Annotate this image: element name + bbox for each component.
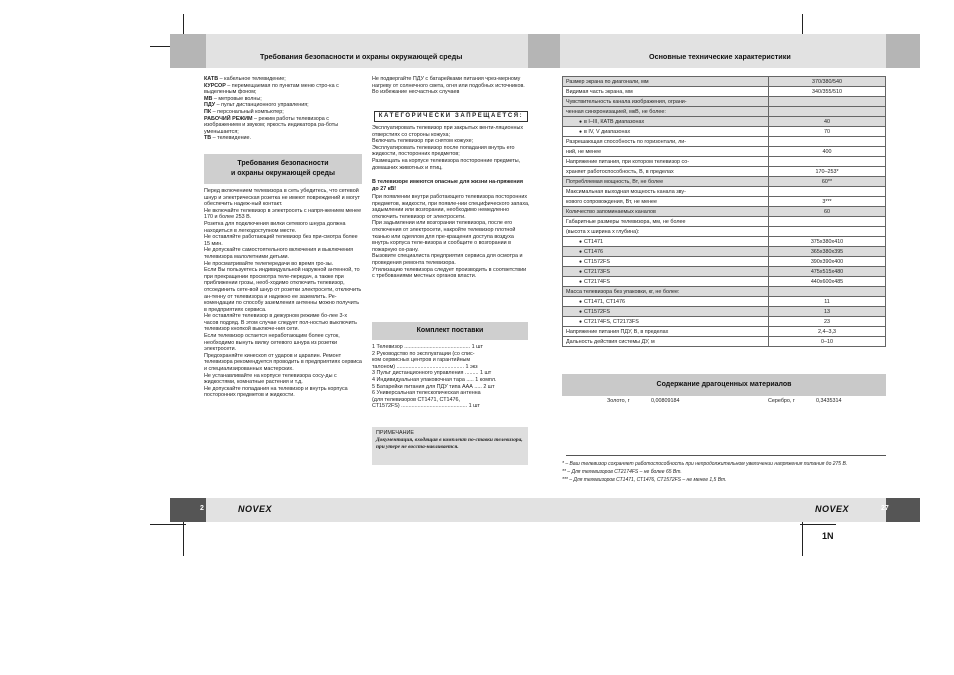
footnotes — [562, 460, 892, 484]
glossary-item — [204, 102, 362, 109]
paragraph: Эксплуатировать телевизор при закрытых венти-ляционных отверстиях со стороны кожуха; — [372, 125, 524, 138]
page-stamp: 1N — [822, 531, 834, 541]
note-title: ПРИМЕЧАНИЕ — [376, 430, 414, 436]
footer-bar — [206, 498, 886, 522]
spec-row — [563, 257, 886, 267]
spec-label-text: храняет работоспособность, В, в пределах — [566, 168, 674, 175]
spec-value: 475x515x480 — [769, 267, 886, 277]
page-number-left: 2 — [200, 505, 204, 512]
spec-label-text: Масса телевизора без упаковки, кг, не более: — [566, 288, 680, 295]
spec-label — [563, 327, 769, 337]
paragraph: При появлении внутри работающего телевизора посторонних предметов, жидкости, при появле-нии специфического запаха, задымлении или возгорании, необходимо немедленно отключить телевизор от электросети. — [372, 194, 530, 220]
spec-label-text: Видимая часть экрана, мм — [566, 88, 633, 95]
paragraph: 1 Телевизор ............................................ 1 шт — [372, 344, 483, 350]
spec-value: 170–253* — [769, 167, 886, 177]
metals-header: Содержание драгоценных материалов — [562, 374, 886, 396]
paragraph: Если телевизор остается неработающим более суток, необходимо вынуть вилку сетевого шнура из розетки электросети. — [204, 333, 340, 353]
gold-value: 0,00809184 — [651, 398, 680, 404]
spec-label — [563, 237, 769, 247]
glossary-def: – пульт дистанционного управления; — [215, 102, 309, 109]
spec-row — [563, 327, 886, 337]
paragraph: Вызовите специалиста предприятия сервиса для осмотра и проведения ремонта телевизора. — [372, 253, 523, 266]
paragraph: Не просматривайте телепередачи во время гро-зы. — [204, 260, 334, 267]
glossary-item — [204, 135, 362, 142]
spec-row — [563, 307, 886, 317]
spec-label-text: Потребляемая мощность, Вт, не более — [566, 178, 664, 185]
spec-row — [563, 157, 886, 167]
paragraph: Не устанавливайте на корпусе телевизора сосу-ды с жидкостями, комнатные растения и т.д. — [204, 372, 337, 386]
spec-label — [563, 217, 769, 227]
spec-label-text: Напряжение питания, при котором телевизор со- — [566, 158, 690, 165]
paragraph: Размещать на корпусе телевизора посторонние предметы, домашних животных и птиц. — [372, 157, 521, 171]
spec-label-text: Количество запоминаемых каналов — [566, 208, 656, 215]
spec-value: 3*** — [769, 197, 886, 207]
spec-row — [563, 97, 886, 107]
spec-row — [563, 237, 886, 247]
spec-value — [769, 187, 886, 197]
paragraph: ** – Для телевизоров СТ2174FS – не более 65 Вт. — [562, 469, 682, 475]
spec-row — [563, 127, 886, 137]
spec-label-text: Габаритные размеры телевизора, мм, не более — [566, 218, 686, 225]
spec-label — [563, 297, 769, 307]
paragraph: При задымлении или возгорании телевизора, после его отключения от электросети, накройте телевизор плотной тканью или одеялом для пре-кращения доступа воздуха внутрь корпуса теле-визора и сообщите о возгорании в пожарную ох-рану. — [372, 220, 516, 253]
paragraph: Не оставляйте телевизор в дежурном режиме бо-лее 3-х часов подряд. В этом случае следует пол-ностью выключить телевизор кнопкой выключе-ния сети. — [204, 313, 357, 333]
spec-label-text: ● СТ1471 — [579, 239, 603, 245]
spec-row — [563, 287, 886, 297]
spec-label-text: ● СТ1476 — [579, 249, 603, 255]
spec-label — [563, 317, 769, 327]
spec-value: 365x380x395 — [769, 247, 886, 257]
safety-box-line1: Требования безопасности — [237, 160, 329, 167]
spec-label — [563, 157, 769, 167]
crop-mark — [802, 520, 803, 556]
spec-label-text: ний, не менее — [566, 148, 602, 155]
spec-value: 0–10 — [769, 337, 886, 347]
spec-value: 60 — [769, 207, 886, 217]
spec-label — [563, 337, 769, 347]
paragraph: Розетка для подключения вилки сетевого шнура должна находиться в легкодоступном месте. — [204, 220, 346, 234]
spec-value: 2,4–3,3 — [769, 327, 886, 337]
paragraph: * – Ваш телевизор сохраняет работоспособность при непродолжительном увеличении напряжения питания до 275 В. — [562, 461, 848, 467]
spec-value: 440x600x485 — [769, 277, 886, 287]
spec-label — [563, 127, 769, 137]
page-title-right: Основные технические характеристики — [649, 52, 791, 61]
glossary-term: ТВ — [204, 135, 212, 142]
spec-label — [563, 97, 769, 107]
footer-tab-right — [886, 498, 920, 522]
spec-value — [769, 227, 886, 237]
spec-label-text: Максимальная выходная мощность канала зву- — [566, 188, 686, 195]
glossary-item — [204, 109, 362, 116]
spec-label-text: Размер экрана по диагонали, мм — [566, 78, 649, 85]
spec-row — [563, 177, 886, 187]
crop-mark — [800, 524, 836, 525]
spec-value — [769, 107, 886, 117]
header-tab-left — [170, 34, 206, 68]
spec-label-text: ● СТ2173FS — [579, 269, 610, 275]
glossary — [204, 76, 362, 142]
glossary-def: – режим работы телевизора с изображением и звуком; яркость индикатора ра-боты уменьшается; — [204, 115, 339, 135]
spec-label — [563, 257, 769, 267]
glossary-term: КАТВ — [204, 76, 219, 82]
glossary-item — [204, 96, 362, 103]
glossary-def: – телевидение. — [211, 135, 252, 142]
spec-label — [563, 87, 769, 97]
paragraph: Не подвергайте ПДУ с батарейками питания чрез-мерному нагреву от солнечного света, огня или подобных источников. — [372, 76, 525, 89]
note-text: Документация, входящая в комплект по-ставки телевизора, при утере не восста-навливается. — [376, 437, 523, 450]
header-tab-right — [886, 34, 920, 68]
col2-intro — [372, 76, 530, 96]
spec-row — [563, 207, 886, 217]
paragraph: *** – Для телевизоров СТ1471, СТ1476, СТ1572FS – не менее 1,5 Вт. — [562, 477, 727, 483]
spec-label-text: ● в I–III, КАТВ диапазонах — [579, 119, 644, 125]
spec-row — [563, 147, 886, 157]
spec-label — [563, 107, 769, 117]
spec-value: 390x390x400 — [769, 257, 886, 267]
spec-value: 400 — [769, 147, 886, 157]
paragraph: Не оставляйте работающий телевизор без при-смотра более 15 мин. — [204, 234, 358, 247]
paragraph: 2 Руководство по эксплуатации (со спис- — [372, 350, 475, 357]
paragraph: ком сервисных центров и гарантийным — [372, 357, 471, 364]
spec-row — [563, 117, 886, 127]
header-bar-right — [560, 34, 886, 68]
paragraph: Не допускайте попадания на телевизор и внутрь корпуса посторонних предметов и жидкости. — [204, 385, 348, 399]
spec-label — [563, 77, 769, 87]
spec-value: 340/355/510 — [769, 87, 886, 97]
spec-label-text: ченная синхронизацией, мкВ, не более: — [566, 108, 666, 115]
glossary-term: ПДУ — [204, 102, 216, 109]
silver-value: 0,3435314 — [816, 398, 842, 404]
header-tab-center — [528, 34, 560, 68]
paragraph: Перед включением телевизора в сеть убедитесь, что сетевой шнур и электрическая розетка не имеют повреждений и могут обеспечить надеж-ный контакт. — [204, 188, 360, 208]
spec-value — [769, 157, 886, 167]
crop-mark — [150, 524, 186, 525]
page-number-right: 27 — [881, 505, 889, 512]
spec-value: 370/380/540 — [769, 77, 886, 87]
paragraph: Эксплуатировать телевизор после попадания внутрь его жидкости, посторонних предметов; — [372, 144, 515, 158]
spec-label-text: ● СТ1471, СТ1476 — [579, 299, 625, 305]
spec-label — [563, 197, 769, 207]
spec-row — [563, 317, 886, 327]
spec-label — [563, 177, 769, 187]
spec-row — [563, 77, 886, 87]
spec-row — [563, 217, 886, 227]
novex-logo-left: NOVEX — [238, 504, 273, 514]
spec-label — [563, 187, 769, 197]
spec-label-text: кового сопровождения, Вт, не менее — [566, 198, 658, 205]
spec-value: 11 — [769, 297, 886, 307]
danger-text: В телевизоре имеются опасные для жизни на-пряжения до 27 кВ! — [372, 179, 524, 192]
glossary-term: МВ — [204, 95, 213, 102]
crop-mark — [183, 520, 184, 556]
paragraph: СТ1572FS) ............................................ 1 шт — [372, 403, 480, 410]
spec-table — [562, 76, 886, 347]
paragraph: 5 Батарейки питания для ПДУ типа ААА ..... 2 шт — [372, 383, 495, 390]
spec-row — [563, 267, 886, 277]
spec-value — [769, 137, 886, 147]
spec-row — [563, 137, 886, 147]
spec-value — [769, 217, 886, 227]
spec-row — [563, 167, 886, 177]
spec-label — [563, 147, 769, 157]
spec-label — [563, 247, 769, 257]
silver-label: Серебро, г — [768, 398, 795, 404]
spec-label-text: ● СТ1572FS — [579, 259, 610, 265]
paragraph: 4 Индивидуальная упаковочная тара ..... 1 компл. — [372, 376, 497, 383]
footnote-divider — [566, 455, 886, 456]
spec-value: 70 — [769, 127, 886, 137]
paragraph: Не включайте телевизор в электросеть с напря-жением менее 170 и более 253 В. — [204, 207, 362, 221]
page-title-left: Требования безопасности и охраны окружающей среды — [260, 52, 463, 61]
spec-label-text: Дальность действия системы ДУ, м — [566, 338, 655, 345]
spec-row — [563, 297, 886, 307]
paragraph: (для телевизоров СТ1471, СТ1476, — [372, 396, 461, 403]
glossary-term: РАБОЧИЙ РЕЖИМ — [204, 115, 253, 122]
spec-value: 60** — [769, 177, 886, 187]
spec-label — [563, 227, 769, 237]
spec-row — [563, 87, 886, 97]
glossary-def: – персональный компьютер; — [211, 108, 284, 115]
spec-row — [563, 187, 886, 197]
glossary-def: – перемещаемая по пунктам меню стро-ка с выделенным фоном; — [204, 82, 339, 96]
paragraph: Предохраняйте кинескоп от ударов и царапин. Ремонт телевизора рекомендуется проводить в предприятиях сервиса и специализированных мастерских. — [204, 352, 362, 373]
paragraph: 6 Универсальная телескопическая антенна — [372, 390, 481, 397]
spec-label-text: Чувствительность канала изображения, ограни- — [566, 98, 687, 105]
glossary-item — [204, 116, 362, 136]
novex-logo-right: NOVEX — [815, 504, 850, 514]
spec-row — [563, 227, 886, 237]
glossary-def: – метровые волны; — [212, 95, 262, 102]
spec-label-text: ● в IV, V диапазонах — [579, 129, 630, 135]
spec-value: 13 — [769, 307, 886, 317]
paragraph: талоном) ............................................. 1 экз — [372, 363, 478, 370]
spec-row — [563, 107, 886, 117]
note-box — [372, 427, 528, 465]
spec-value — [769, 97, 886, 107]
spec-label-text: ● СТ2174FS — [579, 279, 610, 285]
spec-label — [563, 267, 769, 277]
spec-row — [563, 277, 886, 287]
header-bar-left — [206, 34, 528, 68]
spec-label — [563, 117, 769, 127]
glossary-item — [204, 83, 362, 96]
spec-value: 23 — [769, 317, 886, 327]
paragraph: Во избежание несчастных случаев — [372, 89, 460, 96]
paragraph: 3 Пульт дистанционного управления ......... 1 шт — [372, 370, 492, 377]
spec-label — [563, 287, 769, 297]
paragraph: Не допускайте самостоятельного включения и выключения телевизора малолетними детьми. — [204, 247, 354, 260]
kit-list — [372, 344, 530, 410]
spec-label — [563, 167, 769, 177]
prohibited-text — [372, 125, 530, 171]
col2-text — [372, 194, 530, 280]
spec-label — [563, 307, 769, 317]
spec-row — [563, 247, 886, 257]
spec-label — [563, 207, 769, 217]
spec-label — [563, 277, 769, 287]
glossary-def: – кабельное телевидение; — [218, 76, 286, 82]
kit-header: Комплект поставки — [372, 322, 528, 340]
glossary-item — [204, 76, 362, 83]
spec-label-text: ● СТ1572FS — [579, 309, 610, 315]
glossary-term: КУРСОР — [204, 82, 226, 89]
spec-value: 375x380x410 — [769, 237, 886, 247]
gold-label: Золото, г — [607, 398, 630, 404]
safety-text — [204, 188, 362, 399]
spec-label-text: Напряжение питания ПДУ, В, в пределах — [566, 328, 669, 335]
spec-row — [563, 337, 886, 347]
spec-label-text: ● СТ2174FS, СТ2173FS — [579, 319, 639, 325]
paragraph: Утилизацию телевизора следует производить в соответствии с требованиями местных органов власти. — [372, 266, 527, 280]
prohibited-label: КАТЕГОРИЧЕСКИ ЗАПРЕЩАЕТСЯ: — [374, 111, 528, 122]
paragraph: Если Вы пользуетесь индивидуальной наружной антенной, то при прекращении просмотра теле-передач, а также при приближении грозы, необ-ходимо отключить телевизор, отсоединить сете-вой шнур от розетки электросети, отключить ан-тенну от телевизора и надежно ее заземлить. Ре-комендации по способу заземления антенны можно получить в предприятиях сервиса. — [204, 267, 362, 313]
spec-label-text: Разрешающая способность по горизонтали, ли- — [566, 138, 687, 145]
spec-row — [563, 197, 886, 207]
safety-box — [204, 154, 362, 184]
paragraph: Включать телевизор при снятом кожухе; — [372, 138, 474, 145]
glossary-term: ПК — [204, 108, 212, 115]
spec-label — [563, 137, 769, 147]
spec-label-text: (высота x ширина x глубина): — [566, 228, 640, 235]
spec-value: 40 — [769, 117, 886, 127]
safety-box-line2: и охраны окружающей среды — [231, 170, 335, 177]
spec-value — [769, 287, 886, 297]
